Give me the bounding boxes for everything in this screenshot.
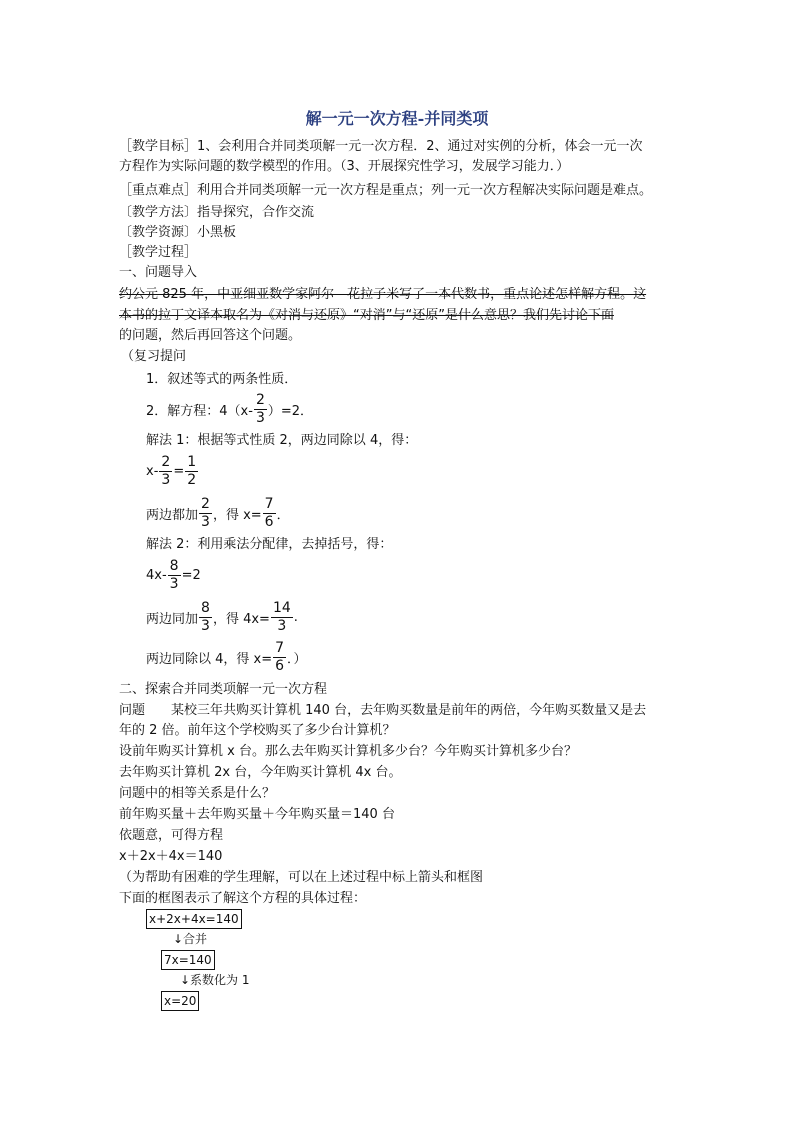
fraction-numerator: 2 [255, 391, 265, 408]
paragraph-5: 依题意，可得方程 [119, 828, 224, 843]
fraction-denominator: 3 [255, 409, 265, 426]
paragraph-4: 前年购买量＋去年购买量＋今年购买量＝140 台 [119, 807, 395, 822]
fraction [271, 600, 293, 635]
fraction-denominator: 6 [264, 513, 274, 530]
teaching-resources: 〔教学资源〕小黑板 [119, 225, 237, 240]
equation-4 [146, 597, 298, 637]
intro-line-3: 的问题，然后再回答这个问题。 [119, 328, 302, 343]
fraction [159, 454, 172, 489]
section-2-title: 二、探索合并同类项解一元一次方程 [119, 682, 328, 697]
problem-line-2: 年的 2 倍。前年这个学校购买了多少台计算机？ [119, 723, 396, 738]
fraction-denominator: 3 [201, 617, 210, 634]
teaching-process: ［教学过程］ [119, 245, 198, 260]
eq2-mid: ，得 x= [212, 507, 262, 523]
fraction-numerator: 8 [169, 557, 179, 574]
fraction [199, 496, 212, 531]
fraction-numerator: 7 [275, 639, 285, 656]
fraction-denominator: 3 [161, 471, 171, 488]
fraction [254, 392, 267, 427]
flow-box-1: x+2x+4x=140 [146, 909, 242, 929]
eq3-pre: 4x- [146, 567, 167, 583]
paragraph-8: 下面的框图表示了解这个方程的具体过程： [119, 891, 367, 906]
eq4-post: . [293, 609, 298, 625]
intro-line-1: 约公元 825 年，中亚细亚数学家阿尔—花拉子米写了一本代数书，重点论述怎样解方程。这 [119, 287, 647, 302]
q2-suffix: ）=2． [267, 403, 314, 419]
eq2-pre: 两边都加 [146, 507, 199, 523]
eq1-equals: = [173, 463, 185, 479]
fraction [168, 558, 181, 593]
fraction [185, 454, 198, 489]
equation-5 [146, 637, 307, 677]
fraction-numerator: 2 [161, 453, 171, 470]
paragraph-6: x＋2x＋4x＝140 [119, 849, 223, 864]
eq1-pre: x- [146, 463, 159, 479]
q2-prefix: 2．解方程：4（x- [146, 403, 253, 419]
intro-line-2-text: 本书的拉丁文译本取名为《对消与还原》“对消”与“还原”是什么意思？我们先讨论下面 [119, 308, 614, 323]
fraction-numerator: 1 [187, 453, 197, 470]
flow-box-3: x=20 [161, 991, 199, 1011]
teaching-goals-line-1: ［教学目标］1、会利用合并同类项解一元一次方程．2、通过对实例的分析，体会一元一次 [119, 139, 643, 154]
teaching-method: 〔教学方法〕指导探究，合作交流 [119, 205, 315, 220]
equation-1 [146, 451, 199, 491]
review-question-2 [146, 389, 313, 429]
eq5-post: ．） [287, 651, 307, 667]
review-label: （复习提问 [121, 349, 187, 364]
fraction-denominator: 3 [201, 513, 210, 530]
fraction-denominator: 3 [277, 617, 287, 634]
fraction [263, 496, 276, 531]
fraction-numerator: 2 [201, 495, 210, 512]
fraction-numerator: 14 [272, 599, 291, 616]
eq4-mid: ，得 4x= [212, 611, 270, 627]
key-points: ［重点难点］利用合并同类项解一元一次方程是重点；列一元一次方程解决实际问题是难点。 [119, 183, 653, 198]
flow-step-1: ↓合并 [173, 932, 208, 946]
eq2-post: ． [276, 507, 290, 523]
fraction-denominator: 3 [169, 575, 179, 592]
eq4-pre: 两边同加 [146, 611, 199, 627]
fraction-denominator: 2 [187, 471, 197, 488]
eq5-pre: 两边同除以 4，得 x= [146, 651, 273, 667]
fraction [199, 600, 212, 635]
section-1-title: 一、问题导入 [119, 265, 198, 280]
review-question-1: 1．叙述等式的两条性质． [146, 372, 298, 387]
fraction-numerator: 8 [201, 599, 210, 616]
intro-line-2 [119, 306, 614, 326]
solution-1-label: 解法 1：根据等式性质 2，两边同除以 4，得： [146, 433, 418, 448]
eq3-post: =2 [181, 567, 201, 583]
flow-step-2: ↓系数化为 1 [180, 973, 250, 987]
flow-box-2: 7x=140 [161, 950, 215, 970]
teaching-goals-line-2: 方程作为实际问题的数学模型的作用。（3、开展探究性学习，发展学习能力．） [119, 159, 570, 174]
equation-3 [146, 555, 201, 595]
problem-line-1: 问题 某校三年共购买计算机 140 台，去年购买数量是前年的两倍，今年购买数量又是去 [119, 703, 647, 718]
document-title: 解一元一次方程-并同类项 [305, 109, 489, 128]
solution-2-label: 解法 2：利用乘法分配律，去掉括号，得： [146, 537, 393, 552]
fraction-denominator: 6 [275, 657, 285, 674]
paragraph-3: 问题中的相等关系是什么？ [119, 786, 276, 801]
paragraph-2: 去年购买计算机 2x 台，今年购买计算机 4x 台。 [119, 765, 402, 780]
fraction-numerator: 7 [264, 495, 274, 512]
equation-2 [146, 493, 290, 533]
paragraph-7: （为帮助有困难的学生理解，可以在上述过程中标上箭头和框图 [119, 870, 484, 885]
fraction [273, 640, 286, 675]
paragraph-1: 设前年购买计算机 x 台。那么去年购买计算机多少台？今年购买计算机多少台？ [119, 744, 577, 759]
